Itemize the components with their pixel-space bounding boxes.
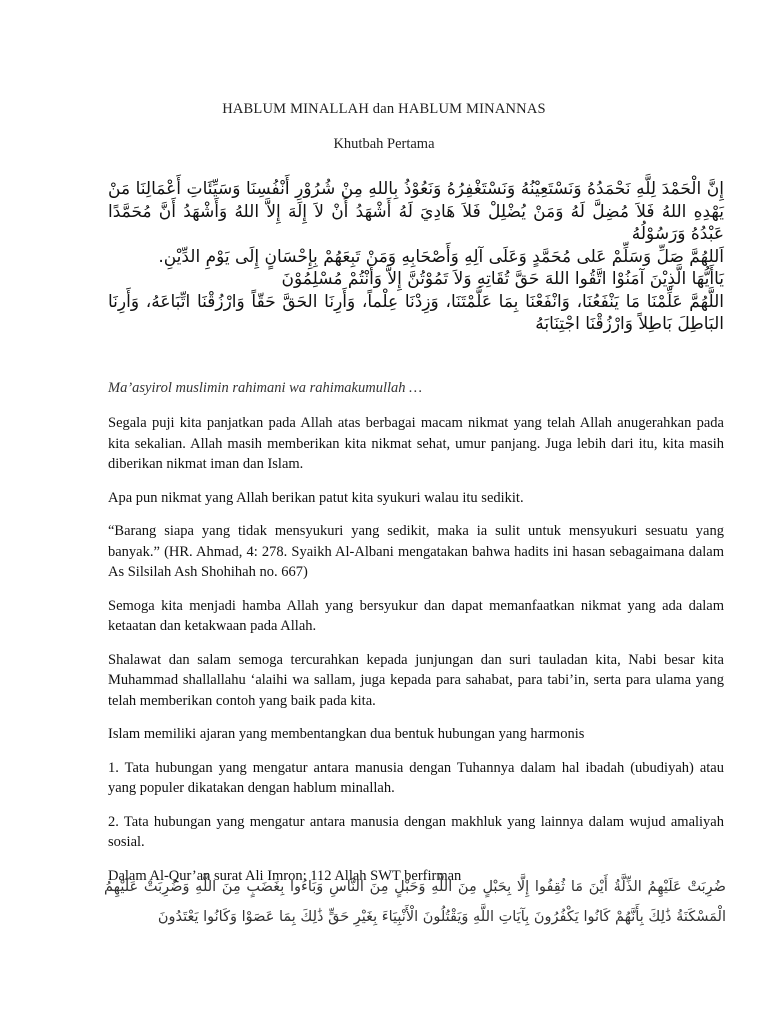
paragraph: Segala puji kita panjatkan pada Allah atas berbagai macam nikmat yang telah Allah anugerahkan pada kita sekalian. Allah masih memberikan kita nikmat sehat, umur panjang. Juga lebih dari itu, kita masih diberikan nikmat iman dan Islam.	[108, 415, 724, 472]
paragraph: 1. Tata hubungan yang mengatur antara manusia dengan Tuhannya dalam hal ibadah (ubudiyah) atau yang populer dikatakan dengan hablum minallah.	[108, 759, 724, 796]
sermon-body	[108, 380, 724, 899]
document-title: HABLUM MINALLAH dan HABLUM MINANNAS	[222, 101, 546, 117]
paragraph: “Barang siapa yang tidak mensyukuri yang sedikit, maka ia sulit untuk mensyukuri sesuatu yang banyak.” (HR. Ahmad, 4: 278. Syaikh Al-Albani mengatakan bahwa hadits ini hasan sebagaimana dalam As Silsilah Ash Shohihah no. 667)	[108, 523, 724, 580]
arabic-line: يَاأَيُّهَا الَّذِيْنَ آمَنُوْا اتَّقُوا اللهَ حَقَّ تُقَاتِهِ وَلاَ تَمُوْتُنَّ إِلاَّ وَأَنْتُمْ مُسْلِمُوْنَ	[281, 269, 724, 289]
paragraph: Shalawat dan salam semoga tercurahkan kepada junjungan dan suri tauladan kita, Nabi besar kita Muhammad shallallahu ‘alaihi wa sallam, juga kepada para sahabat, para tabi’in, serta para ulama yang telah memberikan contoh yang baik pada kita.	[108, 651, 724, 709]
quran-verse-text: ضُرِبَتْ عَلَيْهِمُ الذِّلَّةُ أَيْنَ مَا ثُقِفُوا إِلَّا بِحَبْلٍ مِنَ اللَّهِ وَحَبْلٍ مِنَ النَّاسِ وَبَاءُوا بِغَضَبٍ مِنَ اللَّهِ وَضُرِبَتْ عَلَيْهِمُ الْمَسْكَنَةُ ذَٰلِكَ بِأَنَّهُمْ كَانُوا يَكْفُرُونَ بِآيَاتِ اللَّهِ وَيَقْتُلُونَ الْأَنْبِيَاءَ بِغَيْرِ حَقٍّ ذَٰلِكَ بِمَا عَصَوْا وَكَانُوا يَعْتَدُونَ	[104, 879, 726, 925]
document-subtitle: Khutbah Pertama	[333, 136, 435, 152]
quran-verse	[104, 872, 726, 932]
arabic-line: اللَّهُمَّ عَلِّمْنَا مَا يَنْفَعُنَا، وَانْفَعْنَا بِمَا عَلَّمْتَنَا، وَزِدْنَا عِلْماً، وَأَرِنَا الحَقَّ حَقّاً وَارْزُقْنَا اتِّبَاعَهُ، وَأَرِنَا البَاطِلَ بَاطِلاً وَارْزُقْنَا اجْتِنَابَهُ	[108, 291, 724, 334]
arabic-opening	[108, 178, 724, 336]
paragraph: Apa pun nikmat yang Allah berikan patut kita syukuri walau itu sedikit.	[108, 489, 524, 506]
arabic-line: إِنَّ الْحَمْدَ لِلَّهِ نَحْمَدُهُ وَنَسْتَعِيْنُهُ وَنَسْتَغْفِرُهُ وَنَعُوْذُ بِاللهِ مِنْ شُرُوْرِ أَنْفُسِنَا وَسَيِّئَاتِ أَعْمَالِنَا مَنْ يَهْدِهِ اللهُ فَلاَ مُضِلَّ لَهُ وَمَنْ يُضْلِلْ فَلاَ هَادِيَ لَهُ أَشْهَدُ أَنْ لاَ إِلَهَ إِلاَّ اللهُ وَأَشْهَدُ أَنَّ مُحَمَّدًا عَبْدُهُ وَرَسُوْلُهُ	[108, 179, 724, 244]
greeting: Ma’asyirol muslimin rahimani wa rahimakumullah …	[108, 380, 423, 396]
paragraph: Dalam Al-Qur’an surat Ali Imron: 112 Allah SWT berfirman	[108, 867, 462, 884]
paragraph: 2. Tata hubungan yang mengatur antara manusia dengan makhluk yang lainnya dalam wujud amaliyah sosial.	[108, 813, 724, 850]
paragraph: Semoga kita menjadi hamba Allah yang bersyukur dan dapat memanfaatkan nikmat yang ada dalam ketaatan dan ketakwaan pada Allah.	[108, 597, 724, 634]
paragraph: Islam memiliki ajaran yang membentangkan dua bentuk hubungan yang harmonis	[108, 726, 585, 742]
arabic-line: اَللهُمَّ صَلِّ وَسَلِّمْ عَلى مُحَمَّدٍ وَعَلَى آلِهِ وَأَصْحَابِهِ وَمَنْ تَبِعَهُمْ بِإِحْسَانٍ إِلَى يَوْمِ الدِّيْنِ.	[158, 246, 724, 267]
